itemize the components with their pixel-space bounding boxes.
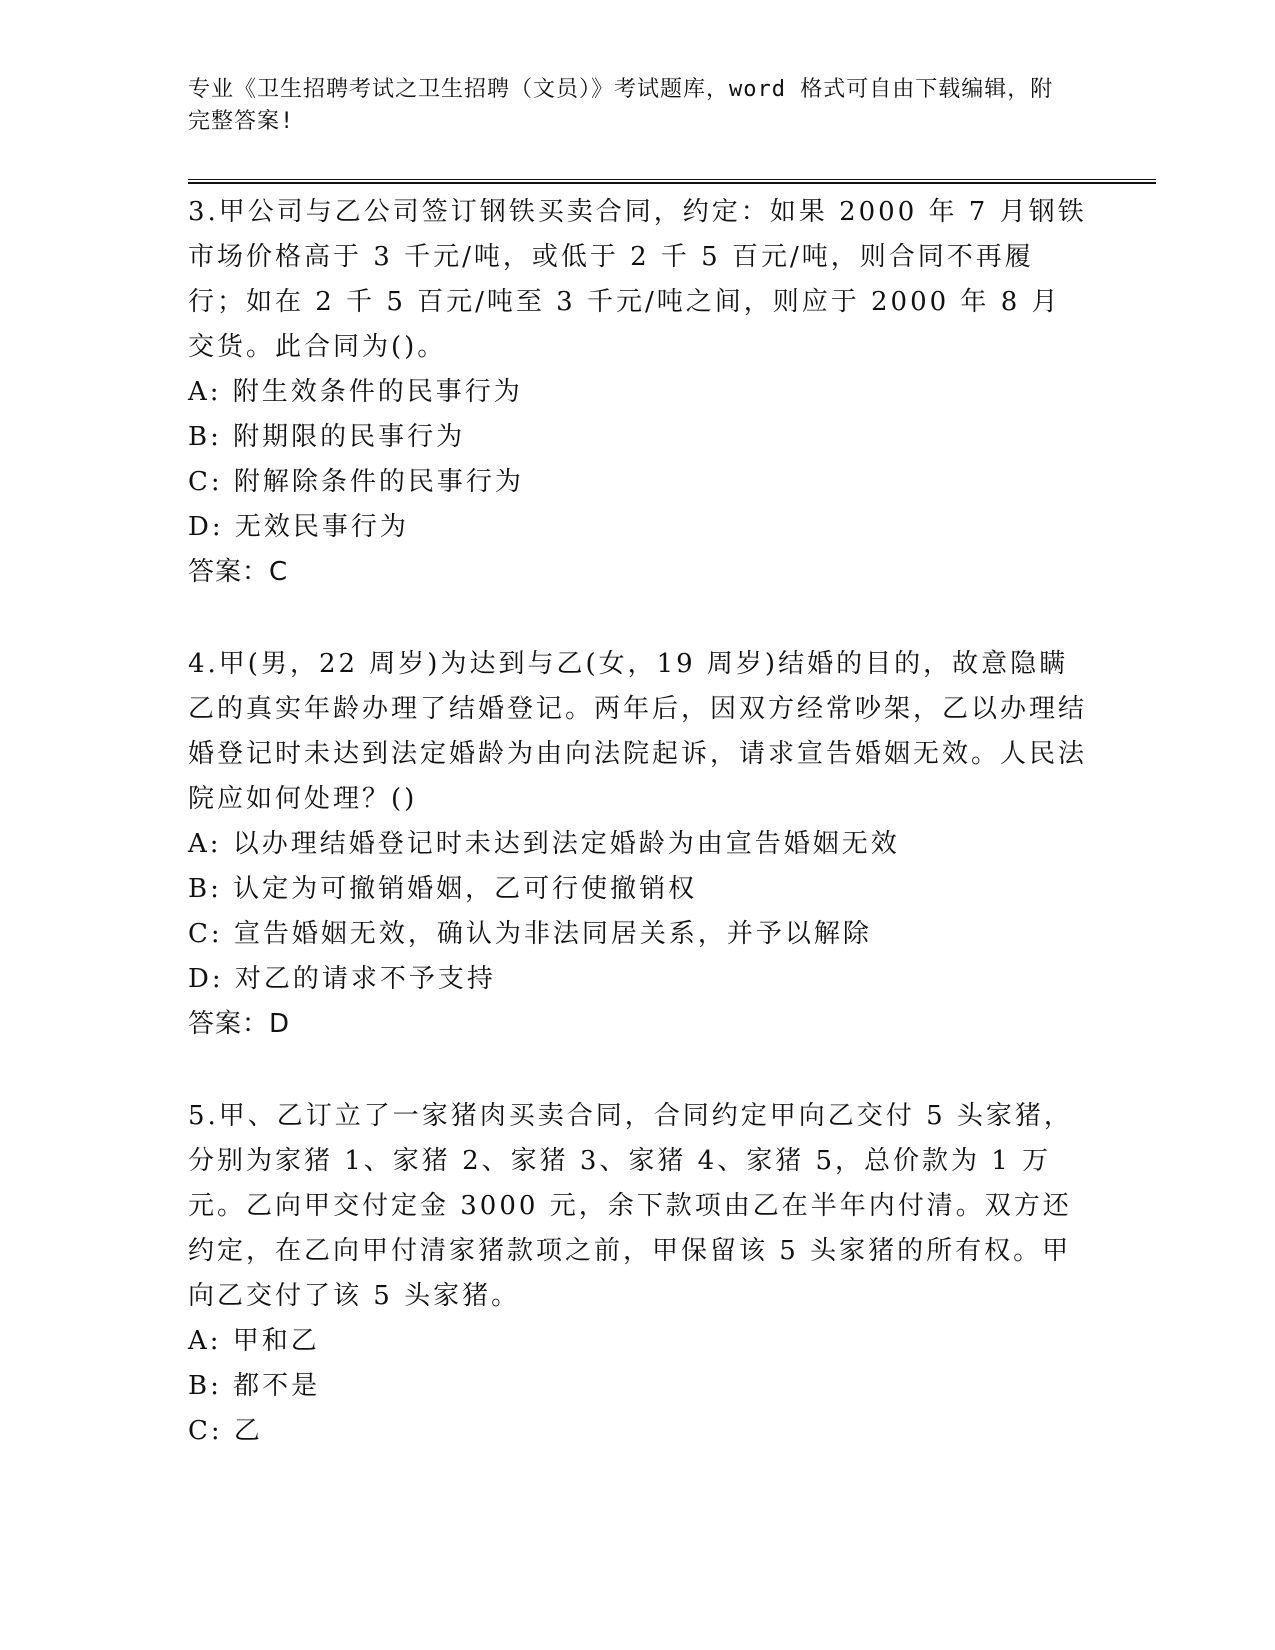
option-c: C: 宣告婚姻无效，确认为非法同居关系，并予以解除 <box>188 919 872 949</box>
question-3 <box>188 190 1088 595</box>
option-b: B: 认定为可撤销婚姻，乙可行使撤销权 <box>188 874 698 904</box>
question-5 <box>188 1094 1088 1454</box>
answer: 答案：C <box>188 557 289 587</box>
question-text: 3.甲公司与乙公司签订钢铁买卖合同，约定：如果 2000 年 7 月钢铁市场价格高于 3 千元/吨，或低于 2 千 5 百元/吨，则合同不再履行；如在 2 千 5 百元/吨至 3 千元/吨之间，则应于 2000 年 8 月交货。此合同为()。 <box>188 197 1087 362</box>
answer: 答案：D <box>188 1009 291 1039</box>
option-a: A: 以办理结婚登记时未达到法定婚龄为由宣告婚姻无效 <box>188 829 900 859</box>
option-d: D: 对乙的请求不予支持 <box>188 964 496 994</box>
option-b: B: 都不是 <box>188 1371 321 1401</box>
option-c: C: 附解除条件的民事行为 <box>188 467 524 497</box>
document-header: 专业《卫生招聘考试之卫生招聘（文员）》考试题库，word 格式可自由下载编辑，附完整答案! <box>188 77 1054 134</box>
option-d: D: 无效民事行为 <box>188 512 409 542</box>
question-list <box>188 190 1088 1501</box>
option-c: C: 乙 <box>188 1416 263 1446</box>
question-text: 4.甲(男，22 周岁)为达到与乙(女，19 周岁)结婚的目的，故意隐瞒乙的真实年龄办理了结婚登记。两年后，因双方经常吵架，乙以办理结婚登记时未达到法定婚龄为由向法院起诉，请求宣告婚姻无效。人民法院应如何处理？() <box>188 649 1088 814</box>
question-4 <box>188 642 1088 1047</box>
option-a: A: 附生效条件的民事行为 <box>188 377 523 407</box>
option-a: A: 甲和乙 <box>188 1326 320 1356</box>
header-rule-thick <box>188 182 1156 184</box>
question-text: 5.甲、乙订立了一家猪肉买卖合同，合同约定甲向乙交付 5 头家猪，分别为家猪 1、家猪 2、家猪 3、家猪 4、家猪 5，总价款为 1 万元。乙向甲交付定金 3000 元，余下款项由乙在半年内付清。双方还约定，在乙向甲付清家猪款项之前，甲保留该 5 头家猪的所有权。甲向乙交付了该 5 头家猪。 <box>188 1101 1073 1311</box>
header-rule-thin <box>188 179 1156 180</box>
option-b: B: 附期限的民事行为 <box>188 422 466 452</box>
